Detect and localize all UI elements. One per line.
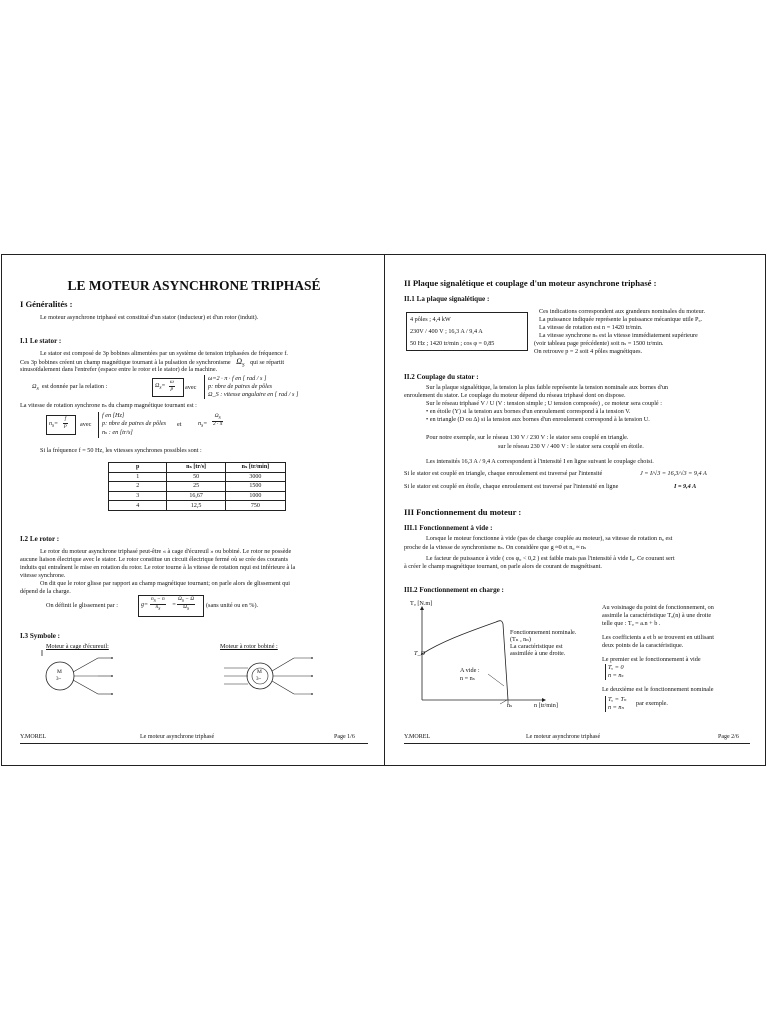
table-cell: 16,67 (167, 491, 225, 501)
star-equation: I = 9,4 A (674, 483, 697, 490)
table-header-cell: p (109, 463, 167, 473)
symbol-wound-label: Moteur à rotor bobiné : (220, 643, 278, 650)
symbol-cage-label: Moteur à cage d'écureuil: (46, 643, 109, 650)
footer-title: Le moteur asynchrone triphasé (140, 734, 215, 740)
table-header-row (109, 463, 286, 473)
section-1-heading: I Généralités : (20, 299, 73, 309)
table-row (109, 491, 286, 501)
no-load-line: à créer le champ magnétique tournant, on parle alors de courant de magnétisant. (404, 563, 602, 570)
no-load-line: proche de la vitesse de synchronisme nₛ. On considère que g ≈0 et n₀ ≈ nₛ (404, 544, 587, 551)
ns-legend-2: p: nbre de paires de pôles (102, 420, 166, 427)
slip-definition: On définit le glissement par : (46, 602, 118, 609)
torque-speed-graph (404, 600, 604, 710)
slip-eq: = (172, 602, 177, 608)
graph-nominal-label: (Tₙ , nₙ) (510, 636, 531, 643)
footer-page-number: Page 2/6 (718, 734, 739, 740)
ns-formula-box (46, 415, 76, 435)
ns-legend-3: nₛ : en [tr/s] (102, 429, 133, 436)
table-cell: 4 (109, 501, 167, 511)
frequency-line: Si la fréquence f = 50 Hz, les vitesses synchrones possibles sont : (40, 447, 202, 454)
no-load-line: Le facteur de puissance à vide ( cos φ₀ < 0,2 ) est faible mais pas l'intensité à vide I₀. Ce courant sert (426, 555, 675, 562)
footer-author: Y.MOREL (20, 734, 47, 740)
slip-fraction-2: $\frac{\Omega_S - \Omega}{\Omega_S}$ (178, 596, 195, 611)
table-cell: 3000 (225, 472, 285, 482)
section-1-2-heading: I.2 Le rotor : (20, 535, 60, 543)
section-3-2-heading: III.2 Fonctionnement en charge : (404, 586, 504, 594)
linear-note: deux points de la caractéristique. (602, 642, 684, 649)
stator-para-1: Le stator est composé de 3p bobines alimentées par un système de tension triphasées de fréquence f. (40, 350, 288, 357)
graph-ns-label: nₛ (507, 702, 513, 709)
nameplate-line: 4 pôles ; 4,4 kW (410, 316, 451, 323)
stator-para-2-end: qui se répartit (250, 359, 285, 366)
footer-author: Y.MOREL (404, 734, 431, 740)
coupling-line: Sur le réseau triphasé V / U (V : tension simple ; U tension composée) , ce moteur sera couplé : (426, 400, 662, 407)
graph-td-label: T_D (414, 650, 426, 657)
stator-para-3: sinusoïdalement dans l'entrefer (espace entre le rotor et le stator) de la machine. (20, 366, 218, 373)
coupling-line: Sur la plaque signalétique, la tension la plus faible représente la tension nominale aux bornes d'un (426, 384, 669, 391)
table-cell: 1500 (225, 482, 285, 492)
omega-legend-1: ω=2 · π · f en [ rad / s ] (208, 375, 267, 382)
graph-no-load-label: A vide : (460, 667, 480, 674)
table-cell: 25 (167, 482, 225, 492)
omega-avec: avec (185, 384, 197, 391)
motor-symbols-svg (20, 650, 368, 702)
omega-relation-line (32, 383, 107, 393)
table-cell: 3 (109, 491, 167, 501)
ns-omega-fraction: $\frac{\Omega_S}{2 \cdot \pi}$ (213, 413, 223, 427)
section-3-heading: III Fonctionnement du moteur : (404, 507, 522, 517)
linear-note: Au voisinage du point de fonctionnement, on (602, 604, 714, 611)
omega-formula-fraction: $\frac{\omega}{p}$ (170, 379, 174, 392)
page-divider (384, 254, 385, 766)
ns-formula-lhs: $n_S=$ (49, 421, 59, 429)
linear-note: telle que : Tᵤ = a.n + b . (602, 620, 661, 627)
nameplate-note: La puissance indiquée représente la puissance mécanique utile Pᵤ. (539, 316, 703, 323)
cage-motor-symbol (42, 650, 113, 695)
linear-note: Les coefficients a et b se trouvent en utilisant (602, 634, 714, 641)
nameplate-box (406, 312, 528, 351)
graph-nominal-label: Fonctionnement nominale. (510, 629, 577, 636)
linear-note: assimile la caractéristique Tᵤ(n) à une droite (602, 612, 712, 619)
ns-brace (98, 412, 99, 438)
slip-g: g= (141, 602, 149, 608)
table-header-cell: nₛ [tr/s] (167, 463, 225, 473)
synchronous-speed-table (108, 462, 286, 511)
page-title: LE MOTEUR ASYNCHRONE TRIPHASÉ (67, 278, 321, 293)
omega-s-label: $\Omega_S$ (32, 383, 39, 392)
omega-legend-3: Ω_S : vitesse angulaire en [ rad / s ] (208, 391, 299, 398)
section-1-1-heading: I.1 Le stator : (20, 337, 62, 345)
ns-avec: avec (80, 421, 92, 428)
system-2-line: Tᵤ = Tₙ (608, 696, 627, 703)
linear-note: Le premier est le fonctionnement à vide (602, 656, 701, 663)
cage-motor-sub: 3~ (56, 677, 62, 682)
currents-line: Les intensités 16,3 A / 9,4 A correspondent à l'intensité I en ligne suivant le couplage choisi. (426, 458, 654, 465)
graph-nominal-label: assimilée à une droite. (510, 650, 566, 657)
footer-rule (404, 743, 750, 744)
table-cell: 750 (225, 501, 285, 511)
omega-brace (204, 375, 205, 399)
example-line-1: Pour notre exemple, sur le réseau 130 V / 230 V : le stator sera couplé en triangle. (426, 434, 629, 441)
triangle-equation: J = I/√3 = 16,3/√3 = 9,4 A (640, 470, 707, 477)
no-load-line: Lorsque le moteur fonctionne à vide (pas de charge couplée au moteur), sa vitesse de rotation n₀ est (426, 535, 673, 542)
nameplate-note: On retrouve p = 2 soit 4 pôles magnétiques. (534, 348, 643, 355)
example-line-2: sur le réseau 230 V / 400 V : le stator sera couplé en étoile. (498, 443, 644, 450)
rotor-para-4: vitesse synchrone. (20, 572, 66, 579)
rotor-para-3: induits qui entraînent le mise en rotation du rotor. Le rotor tourne à la vitesse de rotation nqui est inférieure à la (20, 564, 296, 571)
ns-legend-1: f en [Hz] (102, 412, 125, 419)
nameplate-note: (voir tableau page précédente) soit nₛ = 1500 tr/min. (534, 340, 664, 347)
nameplate-line: 230V / 400 V ; 16,3 A / 9,4 A (410, 328, 483, 335)
cage-motor-label: M (57, 669, 62, 675)
table-cell: 2 (109, 482, 167, 492)
nameplate-note: La vitesse de rotation est n = 1420 tr/min. (539, 324, 643, 331)
omega-s-symbol: $\Omega_S$ (232, 357, 245, 369)
table-row (109, 482, 286, 492)
no-load-pointer (500, 700, 507, 704)
omega-formula-box (152, 378, 184, 397)
table-row (109, 501, 286, 511)
section-2-heading: II Plaque signalétique et couplage d'un moteur asynchrone triphasé : (404, 278, 657, 288)
ns-et: et (177, 421, 182, 428)
rotor-para-6: dépend de la charge. (20, 588, 71, 595)
star-line: Si le stator est couplé en étoile, chaque enroulement est traversé par l'intensité en ligne (404, 483, 619, 490)
system-1-line: Tᵤ = 0 (608, 664, 624, 671)
omega-relation-text: est donnée par la relation : (41, 383, 108, 390)
graph-no-load-label: n = nₛ (460, 675, 475, 682)
system-2-brace (605, 696, 606, 712)
nameplate-note: Ces indications correspondent aux grandeurs nominales du moteur. (539, 308, 705, 315)
section-1-3-heading: I.3 Symbole : (20, 632, 61, 640)
table-row (109, 472, 286, 482)
system-2-line: n = nₙ (608, 704, 624, 711)
section-3-1-heading: III.1 Fonctionnement à vide : (404, 524, 493, 532)
table-cell: 12,5 (167, 501, 225, 511)
coupling-line: • en triangle (D ou Δ) si la tension aux bornes d'un enroulement correspond à la tension U. (426, 416, 650, 423)
omega-formula-lhs: $\Omega_S=$ (155, 383, 166, 391)
slip-unit: (sans unité ou en %). (206, 602, 259, 609)
section-1-text: Le moteur asynchrone triphasé est constitué d'un stator (inducteur) et d'un rotor (induit). (40, 314, 259, 321)
nameplate-note: La vitesse synchrone nₛ est la vitesse immédiatement supérieure (539, 332, 698, 339)
linear-note: par exemple. (636, 700, 668, 707)
table-cell: 50 (167, 472, 225, 482)
triangle-line: Si le stator est couplé en triangle, chaque enroulement est traversé par l'intensité (404, 470, 603, 477)
slip-formula-box (138, 595, 204, 617)
linear-note: Le deuxième est le fonctionnement nominale (602, 686, 714, 693)
nameplate-line: 50 Hz ; 1420 tr/min ; cos φ = 0,85 (410, 340, 495, 347)
rotor-para-5: On dit que le rotor glisse par rapport au champ magnétique tournant; on parle alors de glissement qui (40, 580, 291, 587)
slip-fraction-1: $\frac{n_S - n}{n_S}$ (151, 596, 165, 611)
wound-motor-symbol (224, 657, 313, 695)
ns-formula-fraction: $\frac{f}{p}$ (64, 416, 67, 429)
system-1-brace (605, 664, 606, 680)
omega-legend-2: p: nbre de paires de pôles (208, 383, 272, 390)
ns-omega-lhs: $n_S=$ (198, 420, 208, 429)
table-cell: 1 (109, 472, 167, 482)
coupling-line: enroulement du stator. Le couplage du moteur dépend du réseau triphasé dont on dispose. (404, 392, 626, 399)
page-2 (404, 254, 750, 766)
section-2-2-heading: II.2 Couplage du stator : (404, 373, 479, 381)
ns-line: La vitesse de rotation synchrone nₛ du champ magnétique tournant est : (20, 402, 197, 409)
nominal-pointer (488, 674, 504, 686)
wound-motor-sub: 3~ (256, 677, 262, 682)
stator-para-2-text: Ces 3p bobines créent un champ magnétique tournant à la pulsation de synchronisme (20, 359, 231, 366)
table-header-cell: nₛ [tr/min] (225, 463, 285, 473)
rotor-para-2: aucune liaison électrique avec le stator. Le rotor constitue un circuit électrique fermé où se crée des courants (20, 556, 289, 563)
footer-rule (20, 743, 368, 744)
system-1-line: n = nₛ (608, 672, 624, 679)
torque-curve (422, 621, 508, 700)
graph-y-label: Tᵤ [N.m] (410, 600, 433, 607)
section-2-1-heading: II.1 La plaque signalétique : (404, 295, 490, 303)
rotor-para-1: Le rotor du moteur asynchrone triphasé peut-être « à cage d'écureuil » ou bobiné. Le rotor ne possède (40, 548, 292, 555)
footer-page-number: Page 1/6 (334, 734, 355, 740)
graph-x-label: n [tr/min] (534, 702, 558, 709)
wound-motor-label: M (257, 669, 262, 675)
page-1 (20, 254, 368, 766)
table-cell: 1000 (225, 491, 285, 501)
footer-title: Le moteur asynchrone triphasé (526, 734, 601, 740)
graph-nominal-label: La caractéristique est (510, 643, 563, 650)
coupling-line: • en étoile (Y) si la tension aux bornes d'un enroulement correspond à la tension V. (426, 408, 631, 415)
